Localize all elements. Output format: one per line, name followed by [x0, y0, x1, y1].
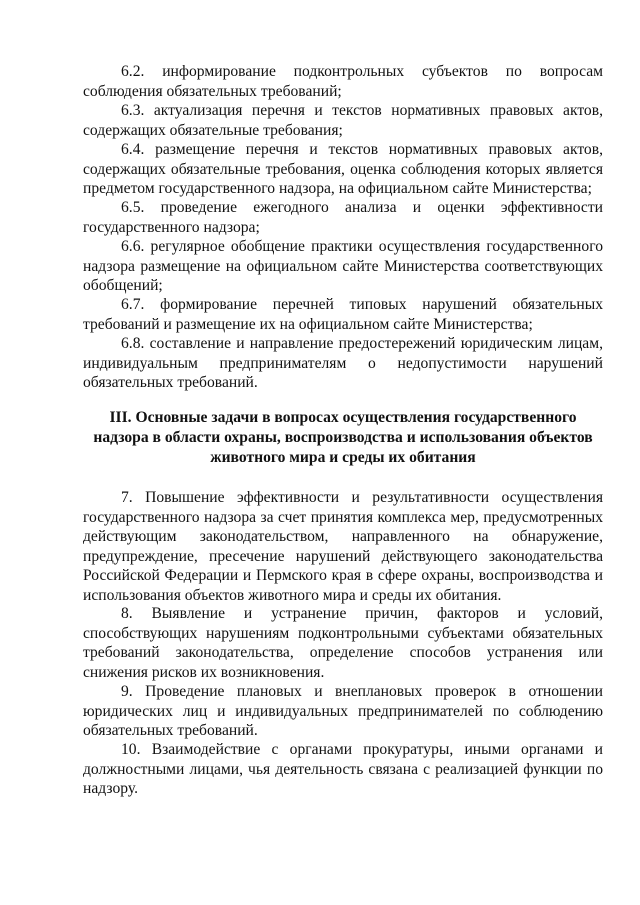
item-6-6: 6.6. регулярное обобщение практики осуществления государственного надзора размещение на официальном сайте Министерства соответствующих обобщений; [83, 238, 603, 294]
item-6-8: 6.8. составление и направление предостережений юридическим лицам, индивидуальным предпринимателям о недопустимости нарушений обязательных требований. [83, 335, 603, 391]
task-9: 9. Проведение плановых и внеплановых проверок в отношении юридических лиц и индивидуальных предпринимателей по соблюдению обязательных требований. [83, 683, 603, 739]
section-heading [83, 408, 603, 468]
section-heading-line-3: животного мира и среды их обитания [210, 449, 476, 466]
section-heading-line-1: III. Основные задачи в вопросах осуществления государственного [109, 409, 577, 426]
section-heading-line-2: надзора в области охраны, воспроизводства и использования объектов [93, 429, 593, 446]
task-7: 7. Повышение эффективности и результативности осуществления государственного надзора за счет принятия комплекса мер, предусмотренных действующим законодательством, направленного на обнаружение, предупреждение, пресечение нарушений действующего законодательства Российской Федерации и Пермского края в сфере охраны, воспроизводства и использования объектов животного мира и среды их обитания. [83, 489, 603, 604]
task-10: 10. Взаимодействие с органами прокуратуры, иными органами и должностными лицами, чья деятельность связана с реализацией функции по надзору. [83, 741, 603, 797]
item-6-3: 6.3. актуализация перечня и текстов нормативных правовых актов, содержащих обязательные требования; [83, 102, 603, 139]
item-6-5: 6.5. проведение ежегодного анализа и оценки эффективности государственного надзора; [83, 199, 603, 236]
task-8: 8. Выявление и устранение причин, факторов и условий, способствующих нарушениям подконтрольными субъектами обязательных требований законодательства, определение способов устранения или снижения рисков их возникновения. [83, 605, 603, 681]
item-6-2: 6.2. информирование подконтрольных субъектов по вопросам соблюдения обязательных требований; [83, 63, 603, 100]
item-6-4: 6.4. размещение перечня и текстов нормативных правовых актов, содержащих обязательные требования, оценка соблюдения которых является предметом государственного надзора, на официальном сайте Министерства; [83, 141, 603, 197]
item-6-7: 6.7. формирование перечней типовых нарушений обязательных требований и размещение их на официальном сайте Министерства; [83, 296, 603, 333]
